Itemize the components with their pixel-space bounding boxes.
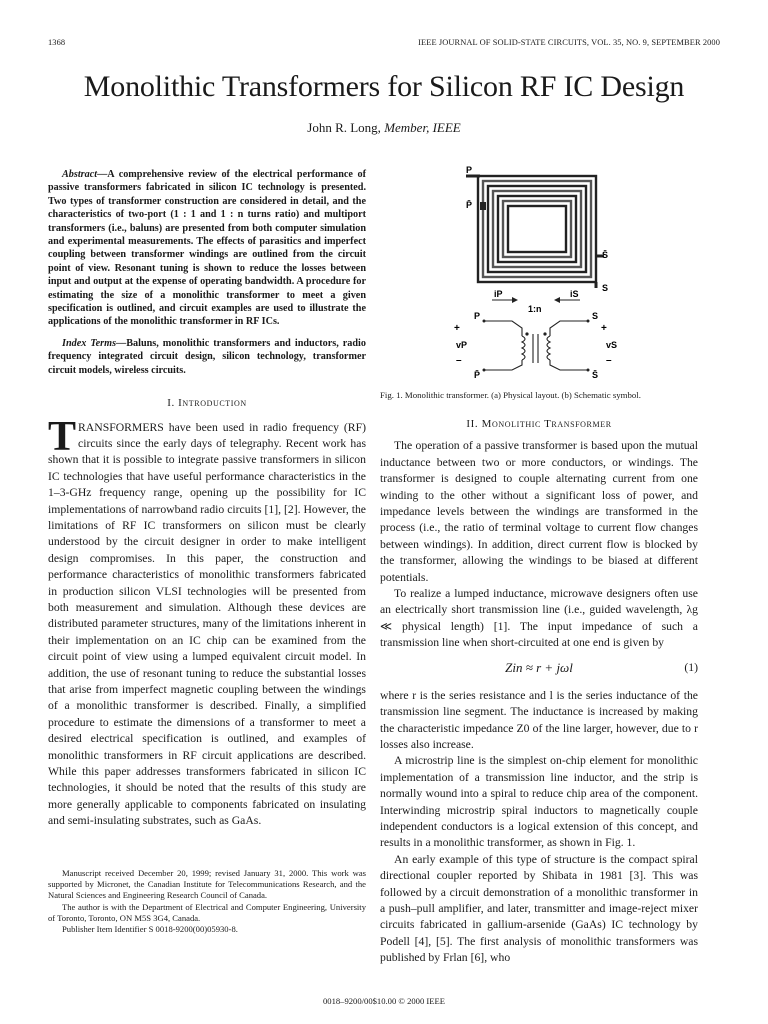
- author-line: [0, 120, 768, 136]
- section-1-title: Introduction: [178, 397, 247, 410]
- equation: Zin ≈ r + jωl: [505, 659, 573, 675]
- author-name: John R. Long,: [307, 120, 381, 135]
- index-terms: [48, 337, 366, 377]
- transformer-layout: [478, 176, 596, 282]
- drop-cap: T: [48, 413, 77, 460]
- label-vp: vP: [456, 340, 468, 350]
- label-vs: vS: [606, 340, 618, 350]
- section-1-text: have been used in radio frequency (RF) circuits since the early days of telegraphy. Recent work has shown that it is possible to integrate passive transformers in silicon IC technologies that have useful performance characteristics in the 1–3-GHz frequency range, opening up the possibility for IC implementations of narrowband radio circuits [1], [2]. However, the limitations of RF IC transformers on silicon must be clearly understood by the circuit designer in order to make intelligent design compromises. In this paper, the construction and performance characteristics of monolithic transformers fabricated in production silicon VLSI technologies will be presented from both measurement and simulation. Although these devices are distributed parameter structures, many of the limitations inherent in their implementation on an IC chip can be examined from the circuit point of view using a lumped equivalent circuit model. In addition, the use of resonant tuning to reduce the substantial losses that arise from imperfect magnetic coupling between the windings of a monolithic transformer is described. Finally, a simplified procedure to estimate the dimensions of a transformer to meet a desired electrical specification is outlined, and examples of monolithic transformers in RF circuit applications are described. While this paper addresses transformers fabricated in silicon IC technologies, it should be noted that the results of this study are more generally applicable to components fabricated on insulating and semi-insulating substrates, such as GaAs.: [48, 420, 366, 828]
- label-s-bar: S̄: [602, 250, 609, 260]
- arrow-ip: [512, 297, 518, 303]
- label-s-terminal: S: [592, 311, 599, 321]
- label-p-bar: P̄: [466, 200, 473, 210]
- dot-primary: [525, 332, 528, 335]
- section-2-paragraph: A microstrip line is the simplest on-chip element for monolithic implementation of a transmission line inductor, and the strip is normally wound into a spiral to reduce chip area of the component. Interwinding microstrip spiral inductors to magnetically couple independent conductors is a logical extension of this concept, and results in a monolithic transformer, as shown in Fig. 1.: [380, 754, 698, 850]
- figure-1: [452, 160, 632, 382]
- section-2-paragraph: To realize a lumped inductance, microwave designers often use an electrically short transmission line (i.e., guided wavelength, λg ≪ physical length) [1]. The input impedance of such a transmission line when short-circuited at one end is given by: [380, 587, 698, 650]
- equation-1: [380, 660, 698, 682]
- first-word: RANSFORMERS: [78, 420, 164, 434]
- label-ip: iP: [494, 289, 503, 299]
- label-minus-primary: –: [456, 355, 462, 366]
- paper-title: Monolithic Transformers for Silicon RF IC Design: [83, 70, 685, 103]
- footnote: The author is with the Department of Electrical and Computer Engineering, University of Toronto, Toronto, ON M5S 3G4, Canada.: [48, 901, 366, 923]
- section-2-title: Monolithic Transformer: [481, 418, 612, 430]
- label-plus-secondary: +: [601, 323, 607, 334]
- footnote: Manuscript received December 20, 1999; revised January 31, 2000. This work was supported by Micronet, the Canadian Institute for Telecommunications Research, and the Natural Sciences and Engineering Research Council of Canada.: [48, 868, 366, 901]
- figure-1-caption: Fig. 1. Monolithic transformer. (a) Physical layout. (b) Schematic symbol.: [380, 390, 641, 400]
- terminal-p-bar: [480, 202, 486, 210]
- index-terms-label: Index Terms: [62, 337, 117, 349]
- journal-header: IEEE JOURNAL OF SOLID-STATE CIRCUITS, VOL. 35, NO. 9, SEPTEMBER 2000: [418, 38, 720, 47]
- section-2-paragraph: The operation of a passive transformer is based upon the mutual inductance between two or more conductors, or windings. The transformer is designed to couple alternating current from one winding to the other without a significant loss of power, and impedance levels between the windings are transformed in the process (i.e., the ratio of terminal voltage to current flow changes between windings). In addition, direct current flow is blocked by the transformer, allowing the windings to be biased at different potentials.: [380, 439, 698, 584]
- dot-secondary: [543, 332, 546, 335]
- label-s-bar-terminal: S̄: [592, 370, 599, 380]
- label-minus-secondary: –: [606, 355, 612, 366]
- author-role: Member, IEEE: [384, 120, 461, 135]
- page-number: 1368: [48, 38, 66, 47]
- footnotes: [48, 868, 366, 935]
- section-2-paragraph: where r is the series resistance and l is the series inductance of the transmission line segment. The inductance is increased by making the characteristic impedance Z0 of the line larger, however, due to r losses also increase.: [380, 688, 698, 751]
- abstract-text: —A comprehensive review of the electrical performance of passive transformers fabricated in silicon IC technology is presented. Two types of transformer construction are considered in detail, and the characteristics of two-port (1 : 1 and 1 : n turns ratio) and multiport transformers (i.e., baluns) are presented from both computer simulation and experimental measurements. The effects of parasitics and imperfect coupling between transformer windings are outlined from the circuit point of view. Resonant tuning is shown to reduce the losses between input and output at the expense of operating bandwidth. A procedure for estimating the size of a monolithic transformer to meet a given specification is outlined, and circuit examples are used to illustrate the applications of the monolithic transformer in RF ICs.: [48, 169, 366, 328]
- footnote: Publisher Item Identifier S 0018-9200(00)05930-8.: [62, 924, 238, 935]
- label-s: S: [602, 283, 609, 293]
- left-column: [48, 168, 366, 830]
- right-column: [380, 416, 698, 967]
- label-p-bar-terminal: P̄: [474, 370, 481, 380]
- abstract: [48, 168, 366, 329]
- equation-number: (1): [684, 660, 698, 674]
- arrow-is: [554, 297, 560, 303]
- label-p-terminal: P: [474, 311, 481, 321]
- section-1-body: [48, 413, 366, 830]
- section-2-paragraph: An early example of this type of structure is the compact spiral directional coupler reported by Shibata in 1981 [3]. This was followed by a circuit demonstration of a monolithic transformer in a push–pull amplifier, and later, transmitter and image-reject mixer circuits fabricated in gallium-arsenide (GaAs) IC technology by Podell [4], [5]. The first analysis of monolithic transformers was published by Frlan [6], who: [380, 852, 698, 965]
- label-turns-ratio: 1:n: [528, 304, 542, 314]
- index-terms-text: —Baluns, monolithic transformers and inductors, radio frequency integrated circuit design, silicon technology, transformer circuit models, wireless circuits.: [48, 337, 366, 376]
- label-plus-primary: +: [454, 323, 460, 334]
- label-p: P: [466, 165, 473, 175]
- abstract-label: Abstract: [62, 169, 98, 180]
- label-is: iS: [570, 289, 579, 299]
- copyright-line: 0018–9200/00$10.00 © 2000 IEEE: [322, 996, 446, 1006]
- section-2-heading: II. Monolithic Transformer: [466, 418, 612, 430]
- section-1-heading: I. Introduction: [167, 397, 247, 410]
